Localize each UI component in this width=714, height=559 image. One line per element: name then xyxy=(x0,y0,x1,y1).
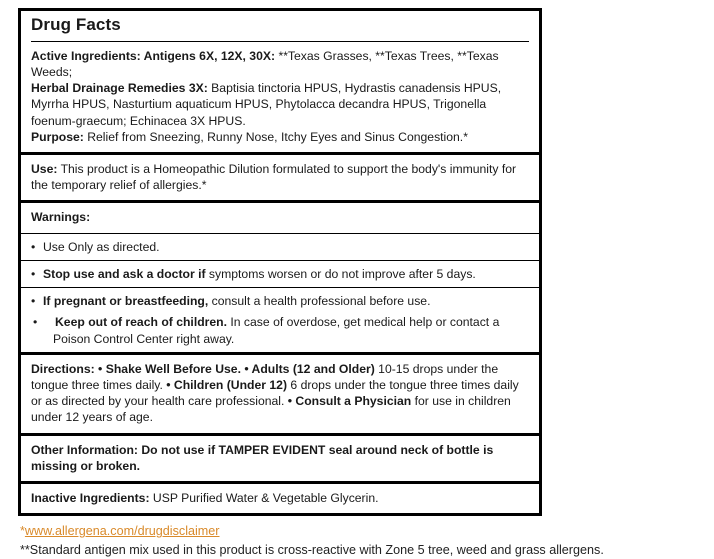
warning-item xyxy=(21,234,539,260)
herbal-remedies-text: Baptisia tinctoria HPUS, Hydrastis canadensis HPUS, Myrrha HPUS, Nasturtium aquaticum HPUS, Phytolacca decandra HPUS, Trigonella foenum-graecum; Echinacea 3X HPUS. xyxy=(31,81,502,128)
bullet-icon: • xyxy=(33,315,38,330)
inactive-ingredients-section xyxy=(21,484,539,513)
warning-item-text: consult a health professional before use. xyxy=(208,294,431,309)
warnings-heading-block xyxy=(21,203,539,232)
directions-heading: Directions: xyxy=(31,361,95,376)
directions-part3-text: for use in children under 12 years of age. xyxy=(31,394,511,425)
directions-part2-bold: • Children (Under 12) xyxy=(166,377,288,392)
other-information-text: Do not use if TAMPER EVIDENT seal around neck of bottle is missing or broken. xyxy=(31,442,494,473)
bullet-icon: • xyxy=(31,294,36,309)
directions-part1-text: 10-15 drops under the tongue three times daily. xyxy=(31,361,499,392)
active-ingredients-text: **Texas Grasses, **Texas Trees, **Texas Weeds; xyxy=(31,48,499,79)
purpose-text: Relief from Sneezing, Runny Nose, Itchy Eyes and Sinus Congestion.* xyxy=(83,129,468,144)
herbal-remedies-heading: Herbal Drainage Remedies 3X: xyxy=(31,81,208,96)
inactive-ingredients-line xyxy=(31,490,529,506)
warning-item xyxy=(21,261,539,287)
warning-item-text: Use Only as directed. xyxy=(43,239,160,254)
warning-item-bold: If pregnant or breastfeeding, xyxy=(43,294,209,309)
ingredients-section xyxy=(21,42,539,152)
directions-line xyxy=(31,361,529,426)
herbal-remedies-line xyxy=(31,80,529,129)
use-section xyxy=(21,155,539,200)
directions-part3-bold: • Consult a Physician xyxy=(287,394,412,409)
drug-facts-title: Drug Facts xyxy=(31,15,121,34)
warning-item-bold: Stop use and ask a doctor if xyxy=(43,266,206,281)
bullet-icon: • xyxy=(31,239,36,254)
directions-part2-text: 6 drops under the tongue three times daily or as directed by your health care professional. xyxy=(31,377,519,409)
other-information-heading: Other Information: xyxy=(31,442,138,457)
inactive-ingredients-heading: Inactive Ingredients: xyxy=(31,491,150,506)
footnote-antigen-note: **Standard antigen mix used in this product is cross-reactive with Zone 5 tree, weed and grass allergens. xyxy=(20,543,604,558)
footnotes xyxy=(18,523,704,559)
footnote-disclaimer xyxy=(20,523,704,540)
other-information-line xyxy=(31,442,529,474)
directions-section xyxy=(21,355,539,433)
warning-item-bold: Keep out of reach of children. xyxy=(55,315,227,330)
warnings-heading: Warnings: xyxy=(31,210,91,225)
other-information-section xyxy=(21,436,539,481)
warning-item-body xyxy=(33,314,529,346)
bullet-icon: • xyxy=(31,266,36,281)
active-ingredients-line xyxy=(31,48,529,80)
warning-item xyxy=(21,288,539,314)
inactive-ingredients-text: USP Purified Water & Vegetable Glycerin. xyxy=(149,491,379,506)
use-heading: Use: xyxy=(31,162,58,176)
use-line xyxy=(31,161,529,193)
warning-item-text: In case of overdose, get medical help or contact a Poison Control Center right away. xyxy=(53,315,500,346)
warning-item xyxy=(21,314,539,351)
warning-item-text: symptoms worsen or do not improve after 5 days. xyxy=(205,266,476,281)
directions-part1-bold: • Shake Well Before Use. • Adults (12 and Older) xyxy=(94,361,375,376)
purpose-line xyxy=(31,129,529,145)
use-text: This product is a Homeopathic Dilution formulated to support the body's immunity for the temporary relief of allergies.* xyxy=(31,162,517,193)
purpose-heading: Purpose: xyxy=(31,129,84,144)
drug-facts-panel xyxy=(18,8,542,516)
active-ingredients-heading: Active Ingredients: Antigens 6X, 12X, 30X: xyxy=(31,48,276,63)
footnote-marker: * xyxy=(20,524,25,539)
drug-disclaimer-link[interactable]: www.allergena.com/drugdisclaimer xyxy=(24,524,220,539)
